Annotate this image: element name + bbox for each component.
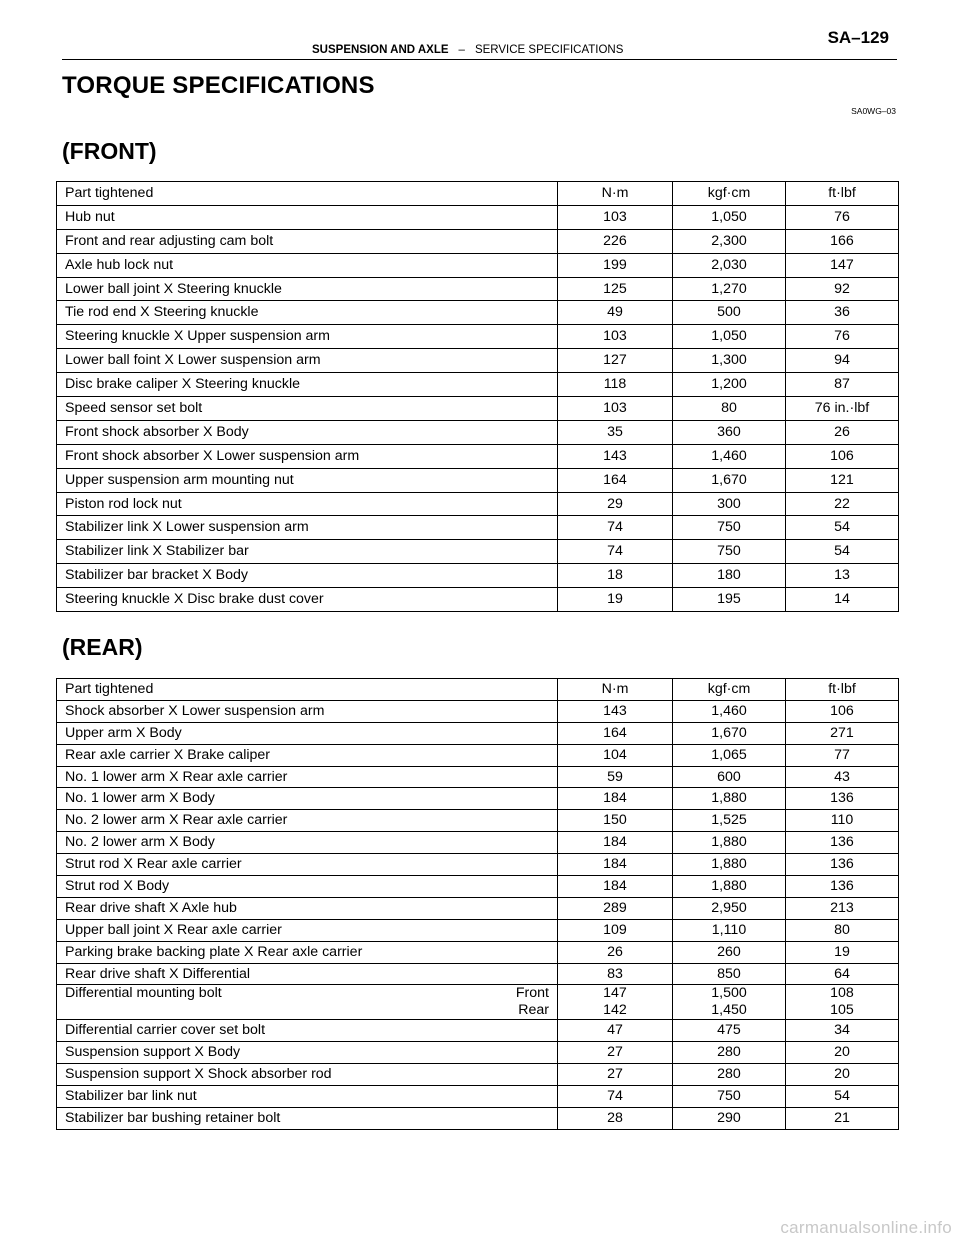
nm-cell: 125	[558, 277, 673, 301]
sub-value: 1,500	[711, 985, 747, 1002]
table-row	[57, 700, 899, 722]
sub-position-label: Front	[515, 985, 549, 1002]
header-rule	[62, 59, 897, 60]
table-row	[57, 253, 899, 277]
table-row	[57, 444, 899, 468]
ftlbf-cell: 54	[786, 516, 899, 540]
ftlbf-cell: 54	[786, 540, 899, 564]
part-name-cell: Parking brake backing plate X Rear axle carrier	[57, 941, 558, 963]
nm-cell: 226	[558, 229, 673, 253]
ftlbf-cell: 147	[786, 253, 899, 277]
table-header-row	[57, 182, 899, 206]
kgfcm-cell: 280	[673, 1042, 786, 1064]
ftlbf-cell: 19	[786, 941, 899, 963]
table-row	[57, 766, 899, 788]
ftlbf-cell: 14	[786, 588, 899, 612]
ftlbf-cell: 106	[786, 444, 899, 468]
sub-value: 147	[603, 985, 627, 1002]
table-row	[57, 301, 899, 325]
table-row	[57, 963, 899, 985]
nm-cell: 164	[558, 468, 673, 492]
ftlbf-cell: 26	[786, 420, 899, 444]
table-row	[57, 722, 899, 744]
part-name-cell: Strut rod X Body	[57, 876, 558, 898]
table-row	[57, 1108, 899, 1130]
nm-cell: 28	[558, 1108, 673, 1130]
table-row	[57, 516, 899, 540]
nm-cell: 143	[558, 444, 673, 468]
kgfcm-cell: 2,300	[673, 229, 786, 253]
nm-cell: 27	[558, 1042, 673, 1064]
part-name-cell: Upper ball joint X Rear axle carrier	[57, 919, 558, 941]
kgfcm-cell: 1,880	[673, 832, 786, 854]
page-title: TORQUE SPECIFICATIONS	[62, 72, 375, 99]
ftlbf-cell: 136	[786, 788, 899, 810]
column-header-kgfcm: kgf·cm	[673, 182, 786, 206]
part-name-cell: Rear drive shaft X Axle hub	[57, 897, 558, 919]
ftlbf-cell: 92	[786, 277, 899, 301]
table-row	[57, 468, 899, 492]
nm-cell: 103	[558, 205, 673, 229]
table-row	[57, 277, 899, 301]
sub-value: 1,450	[711, 1002, 747, 1019]
part-name-cell: Tie rod end X Steering knuckle	[57, 301, 558, 325]
part-name-cell: Stabilizer link X Stabilizer bar	[57, 540, 558, 564]
column-header-ftlbf: ft·lbf	[786, 679, 899, 701]
table-row	[57, 325, 899, 349]
part-name-cell: Speed sensor set bolt	[57, 397, 558, 421]
ftlbf-cell: 94	[786, 349, 899, 373]
nm-cell: 49	[558, 301, 673, 325]
part-name-cell: Differential carrier cover set bolt	[57, 1020, 558, 1042]
part-name-cell: No. 2 lower arm X Rear axle carrier	[57, 810, 558, 832]
ftlbf-cell: 136	[786, 876, 899, 898]
part-name-cell: Shock absorber X Lower suspension arm	[57, 700, 558, 722]
kgfcm-cell: 280	[673, 1064, 786, 1086]
watermark: carmanualsonline.info	[780, 1218, 952, 1237]
nm-cell: 164	[558, 722, 673, 744]
kgfcm-cell: 260	[673, 941, 786, 963]
nm-cell: 127	[558, 349, 673, 373]
part-name-cell: No. 2 lower arm X Body	[57, 832, 558, 854]
nm-cell: 150	[558, 810, 673, 832]
ftlbf-cell: 54	[786, 1086, 899, 1108]
nm-cell	[558, 985, 673, 1020]
kgfcm-cell: 750	[673, 1086, 786, 1108]
part-name-cell: Front and rear adjusting cam bolt	[57, 229, 558, 253]
nm-cell: 199	[558, 253, 673, 277]
ftlbf-cell: 13	[786, 564, 899, 588]
kgfcm-cell: 1,065	[673, 744, 786, 766]
ftlbf-cell: 121	[786, 468, 899, 492]
part-name-cell: Suspension support X Shock absorber rod	[57, 1064, 558, 1086]
nm-cell: 289	[558, 897, 673, 919]
table-row	[57, 1042, 899, 1064]
part-name-cell: Axle hub lock nut	[57, 253, 558, 277]
ftlbf-cell: 76	[786, 325, 899, 349]
kgfcm-cell: 600	[673, 766, 786, 788]
ftlbf-cell: 213	[786, 897, 899, 919]
part-name-cell: Steering knuckle X Upper suspension arm	[57, 325, 558, 349]
kgfcm-cell: 1,460	[673, 444, 786, 468]
ftlbf-cell: 80	[786, 919, 899, 941]
ftlbf-cell: 36	[786, 301, 899, 325]
kgfcm-cell: 2,030	[673, 253, 786, 277]
nm-cell: 103	[558, 325, 673, 349]
ftlbf-cell: 136	[786, 832, 899, 854]
nm-cell: 184	[558, 832, 673, 854]
kgfcm-cell: 1,300	[673, 349, 786, 373]
kgfcm-cell: 180	[673, 564, 786, 588]
nm-cell: 74	[558, 540, 673, 564]
nm-cell: 103	[558, 397, 673, 421]
kgfcm-cell: 475	[673, 1020, 786, 1042]
part-name-cell: Stabilizer bar bracket X Body	[57, 564, 558, 588]
nm-cell: 109	[558, 919, 673, 941]
ftlbf-cell: 76 in.·lbf	[786, 397, 899, 421]
part-name-cell: Stabilizer link X Lower suspension arm	[57, 516, 558, 540]
part-name-cell: Piston rod lock nut	[57, 492, 558, 516]
document-code: SA0WG–03	[851, 106, 896, 116]
kgfcm-cell: 1,050	[673, 205, 786, 229]
part-name-cell: Suspension support X Body	[57, 1042, 558, 1064]
part-name-cell: No. 1 lower arm X Rear axle carrier	[57, 766, 558, 788]
nm-cell: 184	[558, 876, 673, 898]
header-separator: –	[458, 44, 465, 56]
nm-cell: 118	[558, 373, 673, 397]
column-header-kgfcm: kgf·cm	[673, 679, 786, 701]
kgfcm-cell: 360	[673, 420, 786, 444]
part-name-cell: No. 1 lower arm X Body	[57, 788, 558, 810]
nm-cell: 29	[558, 492, 673, 516]
ftlbf-cell: 136	[786, 854, 899, 876]
nm-cell: 74	[558, 516, 673, 540]
kgfcm-cell: 1,670	[673, 468, 786, 492]
table-row	[57, 564, 899, 588]
part-name-cell: Lower ball joint X Steering knuckle	[57, 277, 558, 301]
part-name-cell: Strut rod X Rear axle carrier	[57, 854, 558, 876]
part-name-cell: Disc brake caliper X Steering knuckle	[57, 373, 558, 397]
ftlbf-cell: 271	[786, 722, 899, 744]
ftlbf-cell: 21	[786, 1108, 899, 1130]
kgfcm-cell: 300	[673, 492, 786, 516]
table-row	[57, 229, 899, 253]
table-row	[57, 420, 899, 444]
table-row	[57, 810, 899, 832]
ftlbf-cell: 87	[786, 373, 899, 397]
table-row	[57, 588, 899, 612]
nm-cell: 59	[558, 766, 673, 788]
column-header-ftlbf: ft·lbf	[786, 182, 899, 206]
part-name-cell: Front shock absorber X Lower suspension arm	[57, 444, 558, 468]
table-row	[57, 854, 899, 876]
part-name-cell: Upper arm X Body	[57, 722, 558, 744]
kgfcm-cell: 1,110	[673, 919, 786, 941]
nm-cell: 26	[558, 941, 673, 963]
part-name-cell: Steering knuckle X Disc brake dust cover	[57, 588, 558, 612]
front-torque-table	[56, 181, 899, 612]
ftlbf-cell: 22	[786, 492, 899, 516]
table-header-row	[57, 679, 899, 701]
nm-cell: 47	[558, 1020, 673, 1042]
rear-section-heading: (REAR)	[62, 634, 143, 660]
kgfcm-cell: 1,670	[673, 722, 786, 744]
part-name-cell	[57, 985, 558, 1020]
table-row	[57, 832, 899, 854]
page-number: SA–129	[827, 28, 889, 47]
column-header-nm: N·m	[558, 679, 673, 701]
ftlbf-cell: 34	[786, 1020, 899, 1042]
kgfcm-cell: 750	[673, 516, 786, 540]
nm-cell: 143	[558, 700, 673, 722]
ftlbf-cell: 76	[786, 205, 899, 229]
part-name-cell: Rear axle carrier X Brake caliper	[57, 744, 558, 766]
table-row	[57, 373, 899, 397]
table-row	[57, 744, 899, 766]
kgfcm-cell: 80	[673, 397, 786, 421]
part-name-cell: Front shock absorber X Body	[57, 420, 558, 444]
header-subsection: SERVICE SPECIFICATIONS	[474, 44, 624, 56]
sub-position-labels	[516, 985, 549, 1019]
ftlbf-cell: 110	[786, 810, 899, 832]
column-header-part: Part tightened	[57, 679, 558, 701]
kgfcm-cell: 1,270	[673, 277, 786, 301]
table-row	[57, 397, 899, 421]
part-name-cell: Stabilizer bar link nut	[57, 1086, 558, 1108]
kgfcm-cell: 500	[673, 301, 786, 325]
nm-cell: 18	[558, 564, 673, 588]
ftlbf-cell: 106	[786, 700, 899, 722]
ftlbf-cell: 43	[786, 766, 899, 788]
ftlbf-cell: 20	[786, 1064, 899, 1086]
sub-position-label: Rear	[518, 1002, 549, 1019]
part-name-cell: Hub nut	[57, 205, 558, 229]
nm-cell: 104	[558, 744, 673, 766]
column-header-nm: N·m	[558, 182, 673, 206]
part-name-cell: Rear drive shaft X Differential	[57, 963, 558, 985]
page-header	[62, 28, 897, 60]
kgfcm-cell: 850	[673, 963, 786, 985]
nm-cell: 19	[558, 588, 673, 612]
nm-cell: 83	[558, 963, 673, 985]
table-row	[57, 897, 899, 919]
part-name-cell: Stabilizer bar bushing retainer bolt	[57, 1108, 558, 1130]
sub-value: 142	[603, 1002, 627, 1019]
ftlbf-cell	[786, 985, 899, 1020]
table-row	[57, 205, 899, 229]
table-row	[57, 941, 899, 963]
kgfcm-cell: 750	[673, 540, 786, 564]
kgfcm-cell: 1,880	[673, 788, 786, 810]
nm-cell: 35	[558, 420, 673, 444]
table-row	[57, 349, 899, 373]
kgfcm-cell	[673, 985, 786, 1020]
ftlbf-cell: 166	[786, 229, 899, 253]
kgfcm-cell: 1,200	[673, 373, 786, 397]
kgfcm-cell: 195	[673, 588, 786, 612]
sub-value: 105	[830, 1002, 854, 1019]
part-name-cell: Upper suspension arm mounting nut	[57, 468, 558, 492]
ftlbf-cell: 77	[786, 744, 899, 766]
table-row	[57, 1064, 899, 1086]
kgfcm-cell: 1,525	[673, 810, 786, 832]
running-header	[312, 44, 623, 56]
nm-cell: 184	[558, 854, 673, 876]
front-section-heading: (FRONT)	[62, 138, 157, 164]
ftlbf-cell: 20	[786, 1042, 899, 1064]
rear-torque-table	[56, 678, 899, 1130]
part-name-cell: Lower ball foint X Lower suspension arm	[57, 349, 558, 373]
nm-cell: 74	[558, 1086, 673, 1108]
table-row	[57, 1086, 899, 1108]
kgfcm-cell: 1,460	[673, 700, 786, 722]
kgfcm-cell: 2,950	[673, 897, 786, 919]
nm-cell: 184	[558, 788, 673, 810]
table-row	[57, 540, 899, 564]
table-row	[57, 985, 899, 1020]
table-row	[57, 1020, 899, 1042]
kgfcm-cell: 1,050	[673, 325, 786, 349]
column-header-part: Part tightened	[57, 182, 558, 206]
nm-cell: 27	[558, 1064, 673, 1086]
sub-value: 108	[830, 985, 854, 1002]
kgfcm-cell: 290	[673, 1108, 786, 1130]
part-name: Differential mounting bolt	[65, 985, 222, 1002]
ftlbf-cell: 64	[786, 963, 899, 985]
kgfcm-cell: 1,880	[673, 876, 786, 898]
table-row	[57, 876, 899, 898]
table-row	[57, 919, 899, 941]
header-section: SUSPENSION AND AXLE	[312, 44, 449, 56]
table-row	[57, 788, 899, 810]
kgfcm-cell: 1,880	[673, 854, 786, 876]
table-row	[57, 492, 899, 516]
